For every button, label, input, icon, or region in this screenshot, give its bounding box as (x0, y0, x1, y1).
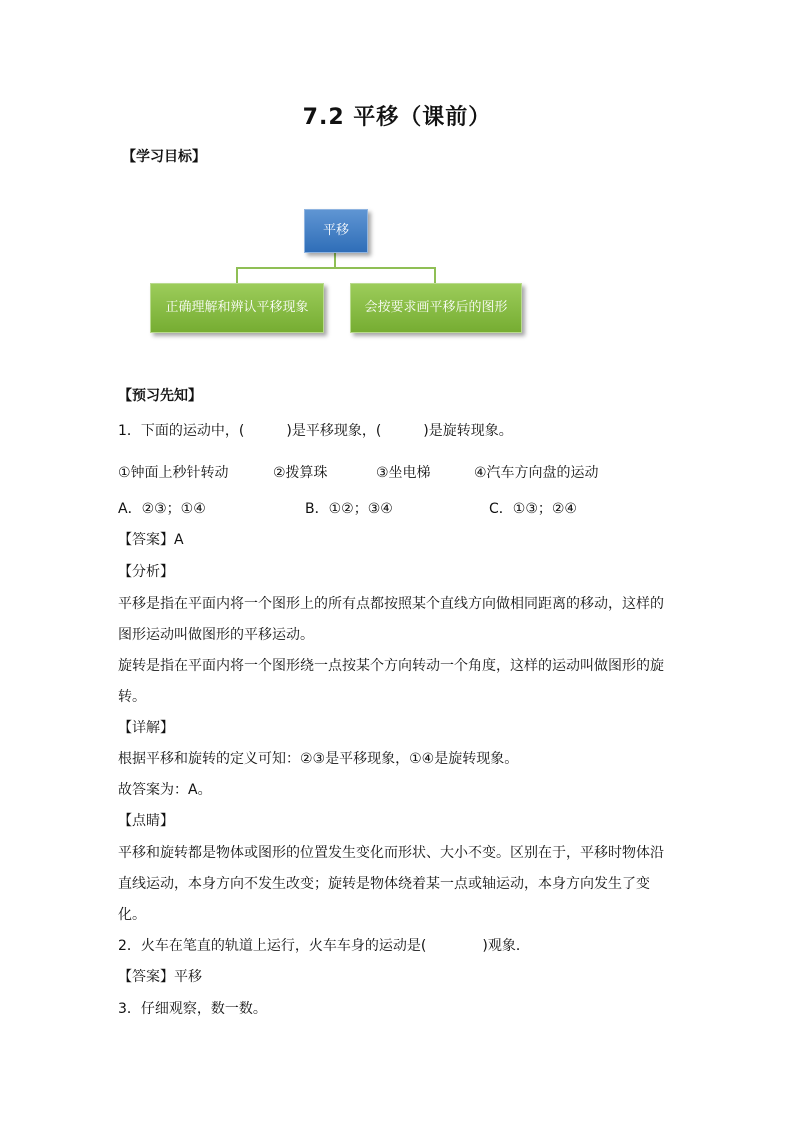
connector-left (236, 267, 238, 283)
goals-heading: 【学习目标】 (122, 149, 206, 165)
q1-option-b: B．①②；③④ (305, 501, 393, 517)
q1-item-4: ④汽车方向盘的运动 (474, 465, 599, 481)
page-title: 7.2 平移（课前） (302, 105, 492, 130)
q1-item-2: ②拨算珠 (273, 465, 328, 481)
connector-right (434, 267, 436, 283)
q1-answer: 【答案】A (118, 532, 184, 548)
q1-detail-line: 根据平移和旋转的定义可知：②③是平移现象，①④是旋转现象。 (118, 751, 519, 767)
diagram-root-box: 平移 (304, 209, 368, 253)
q2-stem: 2．火车在笔直的轨道上运行，火车车身的运动是( )观象． (118, 938, 530, 954)
diagram-goal-right: 会按要求画平移后的图形 (350, 283, 522, 333)
q1-analysis-line: 转。 (118, 689, 146, 705)
connector-horizontal (236, 267, 436, 269)
q1-analysis-line: 旋转是指在平面内将一个图形绕一点按某个方向转动一个角度，这样的运动叫做图形的旋 (118, 658, 664, 674)
q1-analysis-line: 平移是指在平面内将一个图形上的所有点都按照某个直线方向做相同距离的移动，这样的 (118, 596, 664, 612)
q1-analysis-heading: 【分析】 (118, 564, 174, 580)
q1-analysis-line: 图形运动叫做图形的平移运动。 (118, 627, 314, 643)
diagram-goal-left: 正确理解和辨认平移现象 (150, 283, 324, 333)
q1-option-a: A．②③；①④ (118, 501, 206, 517)
q2-answer: 【答案】平移 (118, 969, 202, 985)
q3-stem: 3．仔细观察，数一数。 (118, 1001, 267, 1017)
q1-stem: 1．下面的运动中，( )是平移现象，( )是旋转现象。 (118, 423, 513, 439)
q1-item-1: ①钟面上秒针转动 (118, 465, 229, 481)
connector-vertical (334, 251, 336, 268)
q1-tip-heading: 【点睛】 (118, 813, 174, 829)
q1-detail-heading: 【详解】 (118, 720, 174, 736)
q1-detail-line: 故答案为：A。 (118, 782, 212, 798)
q1-tip-line: 化。 (118, 907, 146, 923)
goals-diagram (148, 205, 528, 335)
preview-heading: 【预习先知】 (118, 388, 202, 404)
q1-item-3: ③坐电梯 (376, 465, 431, 481)
q1-option-c: C．①③；②④ (489, 501, 577, 517)
q1-tip-line: 直线运动，本身方向不发生改变；旋转是物体绕着某一点或轴运动，本身方向发生了变 (118, 876, 650, 892)
q1-tip-line: 平移和旋转都是物体或图形的位置发生变化而形状、大小不变。区别在于，平移时物体沿 (118, 845, 664, 861)
